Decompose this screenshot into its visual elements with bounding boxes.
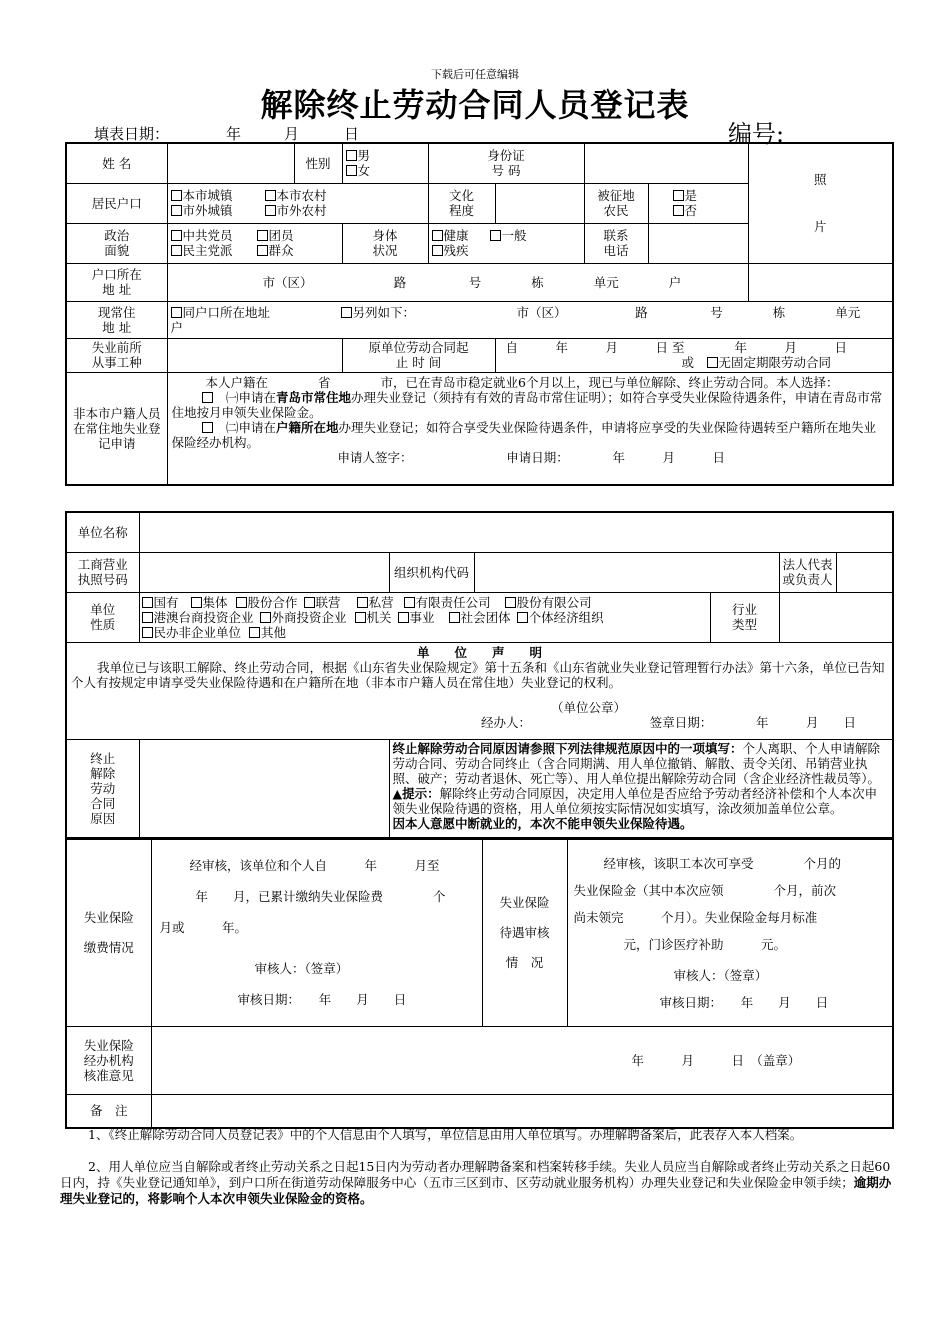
license-label-line2: 执照号码 <box>77 572 128 587</box>
photo-text-2: 片 <box>814 219 827 235</box>
unit-nature-option[interactable] <box>142 625 242 640</box>
unit-nature-option[interactable] <box>191 595 228 610</box>
legal-rep-label <box>779 552 836 592</box>
label-line: 合同 <box>90 795 116 811</box>
serial-number: 编号: <box>728 120 785 148</box>
unit-nature-option-text: 股份有限公司 <box>516 594 592 610</box>
fill-date-day: 日 <box>344 125 360 143</box>
pay-line3: 月或 年。 <box>159 920 248 935</box>
checkbox-icon <box>341 307 352 318</box>
nature-row2 <box>142 610 708 625</box>
checkbox-icon <box>171 190 182 201</box>
hukou-address-field[interactable] <box>167 263 748 301</box>
unit-nature-option-text: 港澳台商投资企业 <box>153 609 254 625</box>
checkbox-icon <box>355 612 366 623</box>
contract-label-line2: 止 时 间 <box>395 355 442 370</box>
phone-field[interactable] <box>648 223 748 263</box>
gender-label: 性别 <box>294 143 342 183</box>
photo-box <box>748 143 893 263</box>
checkbox-icon <box>171 230 182 241</box>
unit-nature-option[interactable] <box>304 595 341 610</box>
unit-nature-option[interactable] <box>142 595 179 610</box>
reason-final-note: 因本人意愿中断就业的，本次不能申领失业保险待遇。 <box>392 815 693 831</box>
land-yes-checkbox[interactable] <box>673 188 745 203</box>
unit-nature-option-text: 个体经济组织 <box>528 609 604 625</box>
health-options <box>428 223 584 263</box>
current-address-text: 市（区） 路 号 栋 单元 <box>516 304 861 320</box>
health-opt2-checkbox[interactable] <box>490 228 527 243</box>
hukou-address-label-line1: 户口所在 <box>91 267 142 282</box>
gender-options <box>342 143 428 183</box>
unit-nature-option[interactable] <box>505 595 592 610</box>
checkbox-icon <box>171 205 182 216</box>
contract-label <box>342 338 495 372</box>
unit-nature-option-text: 有限责任公司 <box>415 594 491 610</box>
form-title: 解除终止劳动合同人员登记表 <box>260 86 690 124</box>
current-address-text2: 户 <box>170 319 184 335</box>
unit-nature-option[interactable] <box>236 595 298 610</box>
checkbox-icon <box>142 612 153 623</box>
top-note: 下载后可任意编辑 <box>431 68 519 81</box>
benefit-label-line2: 待遇审核 <box>499 925 550 940</box>
current-address-label-line1: 现常住 <box>97 304 136 320</box>
termination-reason-label <box>66 739 139 838</box>
land-no-text: 否 <box>684 203 698 218</box>
contract-or-text: 或 <box>681 355 695 370</box>
health-label-line1: 身体 <box>372 228 398 243</box>
pay-label-line1: 失业保险 <box>83 910 134 925</box>
unit-nature-option-text: 民办非企业单位 <box>153 624 242 640</box>
notes-2 <box>60 1159 892 1207</box>
name-field[interactable] <box>167 143 294 183</box>
benefit-reviewer: 审核人：（签章） <box>673 968 768 983</box>
label-line: 劳动 <box>90 780 116 796</box>
nonlocal-opt2-b: 户籍所在地 <box>276 419 339 435</box>
legal-label-line1: 法人代表 <box>782 557 833 572</box>
edu-label-line1: 文化 <box>448 188 474 203</box>
unit-nature-option[interactable] <box>142 610 254 625</box>
nonlocal-label: 非本市户籍人员在常住地失业登记申请 <box>66 372 167 485</box>
benefit-line1: 经审核，该职工本次可享受 个月的 <box>603 856 842 871</box>
checkbox-icon <box>707 357 718 368</box>
contract-period-field[interactable] <box>495 338 893 372</box>
gender-female-checkbox[interactable] <box>346 163 425 178</box>
label-line: 核准意见 <box>83 1068 134 1083</box>
org-code-label: 组织机构代码 <box>389 552 474 592</box>
current-opt1-checkbox[interactable] <box>171 305 341 320</box>
benefit-line2: 失业保险金（其中本次应领 个月，前次 <box>573 883 837 898</box>
phone-label-line2: 电话 <box>603 243 629 258</box>
pol-opt3-checkbox[interactable] <box>171 243 257 258</box>
contract-period-text: 自 年 月 日 至 年 月 日 <box>505 340 847 355</box>
pay-review <box>151 839 482 1027</box>
name-label: 姓 名 <box>66 143 167 183</box>
land-label <box>584 183 648 223</box>
org-code-field[interactable] <box>474 552 779 592</box>
unit-nature-option-text: 其他 <box>261 624 287 640</box>
hukou-opt2-text: 本市农村 <box>276 188 327 203</box>
land-label-line2: 农民 <box>603 203 629 218</box>
pol-opt2-checkbox[interactable] <box>257 228 294 243</box>
nonlocal-opt1-b: 青岛市常住地 <box>276 389 352 405</box>
unit-nature-label <box>66 592 139 642</box>
checkbox-icon <box>432 230 443 241</box>
gender-male-text: 男 <box>357 148 371 164</box>
edu-label <box>428 183 495 223</box>
id-label-line1: 身份证 <box>487 148 525 164</box>
pay-review-date: 审核日期： 年 月 日 <box>237 992 407 1007</box>
checkbox-icon <box>142 597 153 608</box>
unit-nature-option-text: 联营 <box>315 594 341 610</box>
termination-reason-instructions <box>389 739 893 838</box>
checkbox-icon[interactable] <box>202 392 213 403</box>
nonlocal-opt2-c: 办理失业登记；如符合享受失业保险待遇条件，申请将应享受的失业保险待遇转至户籍所在地失业保险经办机构。 <box>171 419 877 450</box>
label-line: 终止 <box>90 750 116 766</box>
industry-field[interactable] <box>779 592 893 642</box>
industry-label-line2: 类型 <box>731 617 757 632</box>
prev-job-label-line2: 从事工种 <box>91 355 142 370</box>
pay-line1: 经审核，该单位和个人自 年 月至 <box>189 858 440 873</box>
benefit-label-line3: 情 况 <box>505 955 544 970</box>
hukou-options <box>167 183 428 223</box>
checkbox-icon <box>357 597 368 608</box>
unit-nature-option-text: 集体 <box>202 594 228 610</box>
hukou-opt4-text: 市外农村 <box>276 203 327 218</box>
politics-label <box>66 223 167 263</box>
benefit-line4: 元，门诊医疗补助 元。 <box>623 937 787 952</box>
current-address-label <box>66 301 167 338</box>
label-line: 原因 <box>90 810 116 826</box>
checkbox-icon <box>490 230 501 241</box>
unit-nature-option[interactable] <box>357 595 394 610</box>
checkbox-icon <box>171 245 182 256</box>
politics-label-line2: 面貌 <box>104 243 130 258</box>
benefit-line3: 尚未领完 个月）。失业保险金每月标准 <box>573 910 818 925</box>
current-address-label-line2: 地 址 <box>102 319 132 335</box>
nature-row1 <box>142 595 708 610</box>
gender-female-text: 女 <box>357 163 371 179</box>
nonlocal-opt1-a: ㈠申请在 <box>226 389 277 405</box>
politics-label-line1: 政治 <box>104 228 130 243</box>
edu-label-line2: 程度 <box>448 203 474 218</box>
license-field[interactable] <box>139 552 389 592</box>
label-line: 解除 <box>90 765 116 781</box>
agency-date-text: 年 月 日 （盖章） <box>631 1053 801 1068</box>
unit-nature-options <box>139 592 710 642</box>
checkbox-icon <box>191 597 202 608</box>
checkbox-icon <box>404 597 415 608</box>
phone-label-line1: 联系 <box>603 228 629 243</box>
health-opt2-text: 一般 <box>501 228 527 243</box>
reason-instruction-text: 个人离职、个人申请解除劳动合同、劳动合同终止（含合同期满、用人单位撤销、解散、责令关闭、吊销营业执照、破产；劳动者退休、死亡等）、用人单位提出解除劳动合同（含企业经济性裁员等）。 <box>392 740 881 786</box>
land-label-line1: 被征地 <box>597 188 635 203</box>
label-line: 经办机构 <box>83 1053 134 1068</box>
checkbox-icon <box>304 597 315 608</box>
pol-opt4-checkbox[interactable] <box>257 243 294 258</box>
unit-nature-option-text: 外商投资企业 <box>271 609 347 625</box>
checkbox-icon <box>432 245 443 256</box>
declaration-text: 我单位已与该职工解除、终止劳动合同，根据《山东省失业保险规定》第十五条和《山东省就业失业登记管理暂行办法》第十六条，单位已告知个人有按规定申请享受失业保险待遇和在户籍所在地（非本市户籍人员在常住地）失业登记的权利。 <box>71 659 885 690</box>
checkbox-icon <box>236 597 247 608</box>
nature-row3 <box>142 625 708 640</box>
reason-tip-label: ▲提示： <box>392 785 440 801</box>
fill-date-label: 填表日期： <box>94 125 170 143</box>
photo-bottom <box>748 263 893 301</box>
contract-label-line1: 原单位劳动合同起 <box>368 340 469 355</box>
unit-nature-option[interactable] <box>249 625 286 640</box>
benefit-review-date: 审核日期： 年 月 日 <box>659 995 829 1010</box>
personal-info-table <box>65 142 894 486</box>
health-label <box>342 223 428 263</box>
checkbox-icon <box>257 230 268 241</box>
pay-label-line2: 缴费情况 <box>83 940 134 955</box>
unit-info-table <box>65 511 894 839</box>
unit-nature-option-text: 机关 <box>366 609 392 625</box>
unit-name-label: 单位名称 <box>66 512 139 552</box>
unit-nature-option[interactable] <box>449 610 511 625</box>
current-opt1-text: 同户口所在地址 <box>182 304 271 320</box>
unit-declaration <box>66 642 893 739</box>
id-label <box>428 143 584 183</box>
checkbox-icon <box>142 627 153 638</box>
checkbox-icon <box>449 612 460 623</box>
unit-nature-option-text: 事业 <box>409 609 435 625</box>
land-options <box>648 183 748 223</box>
benefit-review <box>567 839 893 1027</box>
hukou-opt3-text: 市外城镇 <box>182 203 233 218</box>
health-opt1-text: 健康 <box>443 228 469 243</box>
current-opt2-checkbox[interactable] <box>341 305 517 320</box>
pay-line2: 年 月，已累计缴纳失业保险费 个 <box>195 889 446 904</box>
nonlocal-paragraph: 本人户籍在 省 市，已在青岛市稳定就业6个月以上，现已与单位解除、终止劳动合同。本人选择： <box>205 374 839 390</box>
checkbox-icon <box>673 190 684 201</box>
reason-instruction-bold: 终止解除劳动合同原因请参照下列法律规范原因中的一项填写： <box>392 740 743 756</box>
agency-opinion-field[interactable] <box>151 1027 893 1095</box>
agency-label <box>66 1027 151 1095</box>
prev-job-field[interactable] <box>167 338 342 372</box>
checkbox-icon <box>257 245 268 256</box>
unit-nature-option-text: 股份合作 <box>247 594 298 610</box>
prev-job-label-line1: 失业前所 <box>91 340 142 355</box>
land-yes-text: 是 <box>684 188 698 203</box>
edu-field[interactable] <box>495 183 584 223</box>
unit-nature-option-text: 国有 <box>153 594 179 610</box>
checkbox-icon <box>265 205 276 216</box>
review-table <box>65 838 894 1129</box>
no-fixed-term-text: 无固定期限劳动合同 <box>718 355 832 370</box>
hukou-opt4-checkbox[interactable] <box>265 203 327 218</box>
photo-text-1: 照 <box>814 172 827 188</box>
hukou-opt1-checkbox[interactable] <box>171 188 265 203</box>
health-opt1-checkbox[interactable] <box>432 228 490 243</box>
nonlocal-option1 <box>172 390 889 420</box>
hukou-address-label-line2: 地 址 <box>102 282 132 297</box>
unit-nature-option-text: 私营 <box>368 594 394 610</box>
unit-nature-option[interactable] <box>517 610 604 625</box>
industry-label-line1: 行业 <box>731 602 757 617</box>
health-opt3-checkbox[interactable] <box>432 243 581 258</box>
fill-date-year: 年 <box>226 125 242 143</box>
unit-nature-label-line1: 单位 <box>90 602 116 617</box>
politics-options <box>167 223 342 263</box>
pay-reviewer: 审核人：（签章） <box>254 961 349 976</box>
license-label-line1: 工商营业 <box>77 557 128 572</box>
declaration-signature-line: 经办人： 签章日期： 年 月 日 <box>481 714 857 730</box>
checkbox-icon <box>505 597 516 608</box>
label-line: 失业保险 <box>83 1038 134 1053</box>
checkbox-icon <box>346 150 357 161</box>
unit-nature-option[interactable] <box>398 610 435 625</box>
notes-1: 1、《终止解除劳动合同人员登记表》中的个人信息由个人填写，单位信息由用人单位填写。办理解聘备案后，此表存入本人档案。 <box>88 1127 803 1142</box>
remarks-label: 备 注 <box>66 1095 151 1128</box>
phone-label <box>584 223 648 263</box>
checkbox-icon <box>673 205 684 216</box>
benefit-label <box>482 839 567 1027</box>
no-fixed-term-checkbox[interactable] <box>707 355 832 370</box>
nonlocal-application <box>167 372 893 485</box>
checkbox-icon <box>517 612 528 623</box>
nonlocal-option2 <box>172 420 889 450</box>
pol-opt4-text: 群众 <box>268 243 294 258</box>
termination-reason-field[interactable] <box>139 739 389 838</box>
id-label-line2: 号 码 <box>491 163 521 179</box>
legal-rep-field[interactable] <box>836 552 893 592</box>
pay-label <box>66 839 151 1027</box>
nonlocal-opt2-a: ㈡申请在 <box>226 419 277 435</box>
declaration-title: 单 位 声 明 <box>416 644 542 660</box>
pol-opt3-text: 民主党派 <box>182 243 233 258</box>
hukou-opt1-text: 本市城镇 <box>182 188 233 203</box>
nonlocal-opt1-c: 办理失业登记（须持有有效的青岛市常住证明）；如符合享受失业保险待遇条件，申请在青岛市常住地按月申领失业保险金。 <box>171 389 883 420</box>
current-address-field[interactable] <box>167 301 893 338</box>
fill-date-month: 月 <box>284 125 300 143</box>
checkbox-icon <box>265 190 276 201</box>
unit-nature-option[interactable] <box>355 610 392 625</box>
unit-nature-option[interactable] <box>260 610 347 625</box>
checkbox-icon[interactable] <box>202 422 213 433</box>
current-opt2-text: 另列如下： <box>352 304 416 320</box>
health-opt3-text: 残疾 <box>443 243 469 258</box>
pol-opt2-text: 团员 <box>268 228 294 243</box>
notes-2-text: 2、用人单位应当自解除或者终止劳动关系之日起15日内为劳动者办理解聘备案和档案转移手续。失业人员应当自解除或者终止劳动关系之日起60日内，持《失业登记通知单》，到户口所在街道劳动保障服务中心（五市三区到市、区劳动就业服务机构）办理失业登记和失业保险金申领手续； <box>60 1159 891 1190</box>
pol-opt1-checkbox[interactable] <box>171 228 257 243</box>
prev-job-label <box>66 338 167 372</box>
checkbox-icon <box>398 612 409 623</box>
fill-date <box>94 123 359 144</box>
unit-name-field[interactable] <box>139 512 893 552</box>
reason-tip-text: 解除终止劳动合同原因，决定用人单位是否应给予劳动者经济补偿和个人本次申领失业保险待遇的资格，用人单位须按实际情况如实填写，涂改须加盖单位公章。 <box>392 785 878 816</box>
hukou-address-text: 市（区） 路 号 栋 单元 户 <box>262 274 682 290</box>
unit-nature-option-text: 社会团体 <box>460 609 511 625</box>
declaration-seal: （单位公章） <box>551 699 627 715</box>
checkbox-icon <box>171 307 182 318</box>
health-label-line2: 状况 <box>372 243 398 258</box>
hukou-opt2-checkbox[interactable] <box>265 188 327 203</box>
checkbox-icon <box>260 612 271 623</box>
id-field[interactable] <box>584 143 748 183</box>
pol-opt1-text: 中共党员 <box>182 228 233 243</box>
industry-label <box>710 592 779 642</box>
unit-nature-label-line2: 性质 <box>90 617 116 632</box>
hukou-address-label <box>66 263 167 301</box>
notes-2-bold: 逾期办理失业登记的，将影响个人本次申领失业保险金的资格。 <box>60 1175 892 1206</box>
checkbox-icon <box>249 627 260 638</box>
unit-nature-option[interactable] <box>404 595 491 610</box>
remarks-field[interactable] <box>151 1095 893 1128</box>
benefit-label-line1: 失业保险 <box>499 895 550 910</box>
land-no-checkbox[interactable] <box>673 203 745 218</box>
license-label <box>66 552 139 592</box>
hukou-opt3-checkbox[interactable] <box>171 203 265 218</box>
gender-male-checkbox[interactable] <box>346 148 425 163</box>
legal-label-line2: 或负责人 <box>782 572 833 587</box>
hukou-label: 居民户口 <box>66 183 167 223</box>
checkbox-icon <box>346 165 357 176</box>
applicant-signature-line: 申请人签字： 申请日期： 年 月 日 <box>337 449 726 465</box>
